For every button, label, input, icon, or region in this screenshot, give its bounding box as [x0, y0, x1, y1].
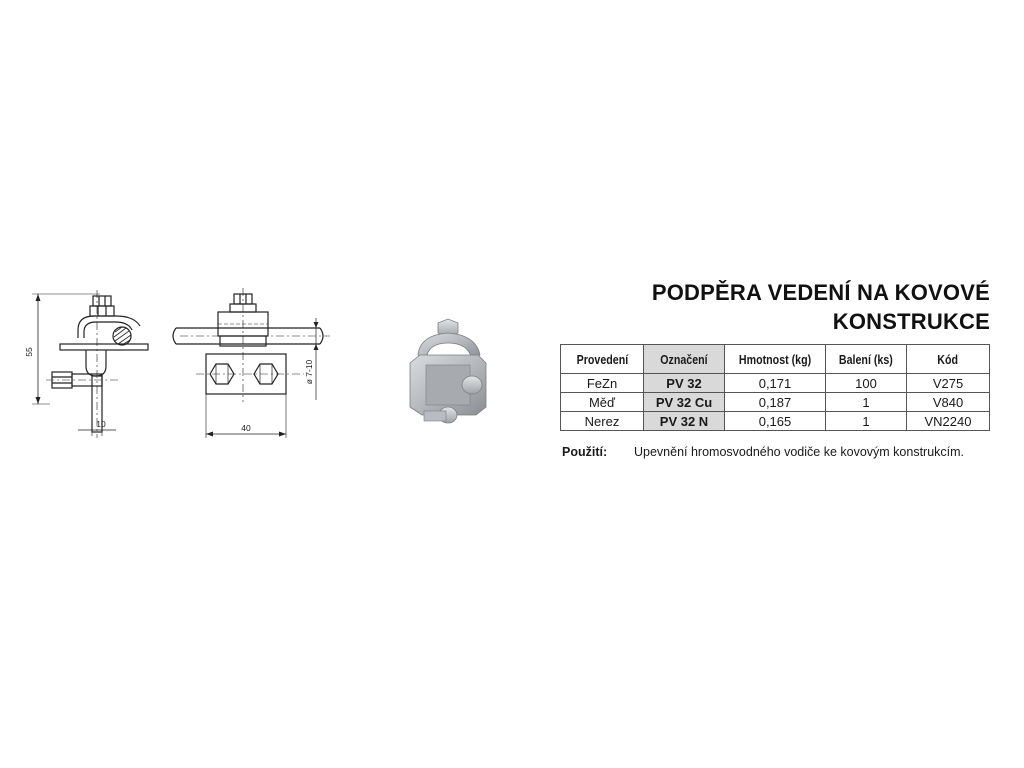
cell-kod: V840 [907, 393, 990, 412]
dim-height-label: 55 [24, 347, 34, 357]
dim-width-side-label: 10 [96, 419, 106, 429]
cell-baleni: 1 [826, 412, 907, 431]
technical-drawing [20, 280, 340, 440]
table-row [561, 412, 990, 431]
cell-hmotnost: 0,187 [725, 393, 826, 412]
dim-diameter-label: ø 7-10 [304, 359, 314, 385]
spec-table-header-row [561, 345, 990, 374]
cell-provedeni: Nerez [561, 412, 644, 431]
col-header-hmotnost: Hmotnost (kg) [725, 345, 826, 374]
product-title-line2: KONSTRUKCE [832, 309, 990, 334]
col-header-baleni: Balení (ks) [826, 345, 907, 374]
usage-label: Použití: [562, 445, 608, 459]
cell-provedeni: Měď [561, 393, 644, 412]
table-row [561, 374, 990, 393]
usage-text: Upevnění hromosvodného vodiče ke kovovým konstrukcím. [634, 445, 965, 459]
col-header-kod: Kód [907, 345, 990, 374]
col-header-oznaceni: Označení [644, 345, 725, 374]
product-title-line1: PODPĚRA VEDENÍ NA KOVOVÉ [651, 280, 990, 305]
product-title [560, 278, 990, 336]
cell-oznaceni: PV 32 Cu [644, 393, 725, 412]
cell-hmotnost: 0,165 [725, 412, 826, 431]
cell-oznaceni: PV 32 N [644, 412, 725, 431]
cell-oznaceni: PV 32 [644, 374, 725, 393]
cell-kod: VN2240 [907, 412, 990, 431]
cell-kod: V275 [907, 374, 990, 393]
product-photo [400, 315, 500, 425]
cell-baleni: 1 [826, 393, 907, 412]
table-row [561, 393, 990, 412]
spec-table [560, 344, 990, 431]
col-header-provedeni: Provedení [561, 345, 644, 374]
cell-hmotnost: 0,171 [725, 374, 826, 393]
dim-width-front-label: 40 [241, 423, 251, 433]
side-view [32, 290, 148, 438]
cell-provedeni: FeZn [561, 374, 644, 393]
cell-baleni: 100 [826, 374, 907, 393]
